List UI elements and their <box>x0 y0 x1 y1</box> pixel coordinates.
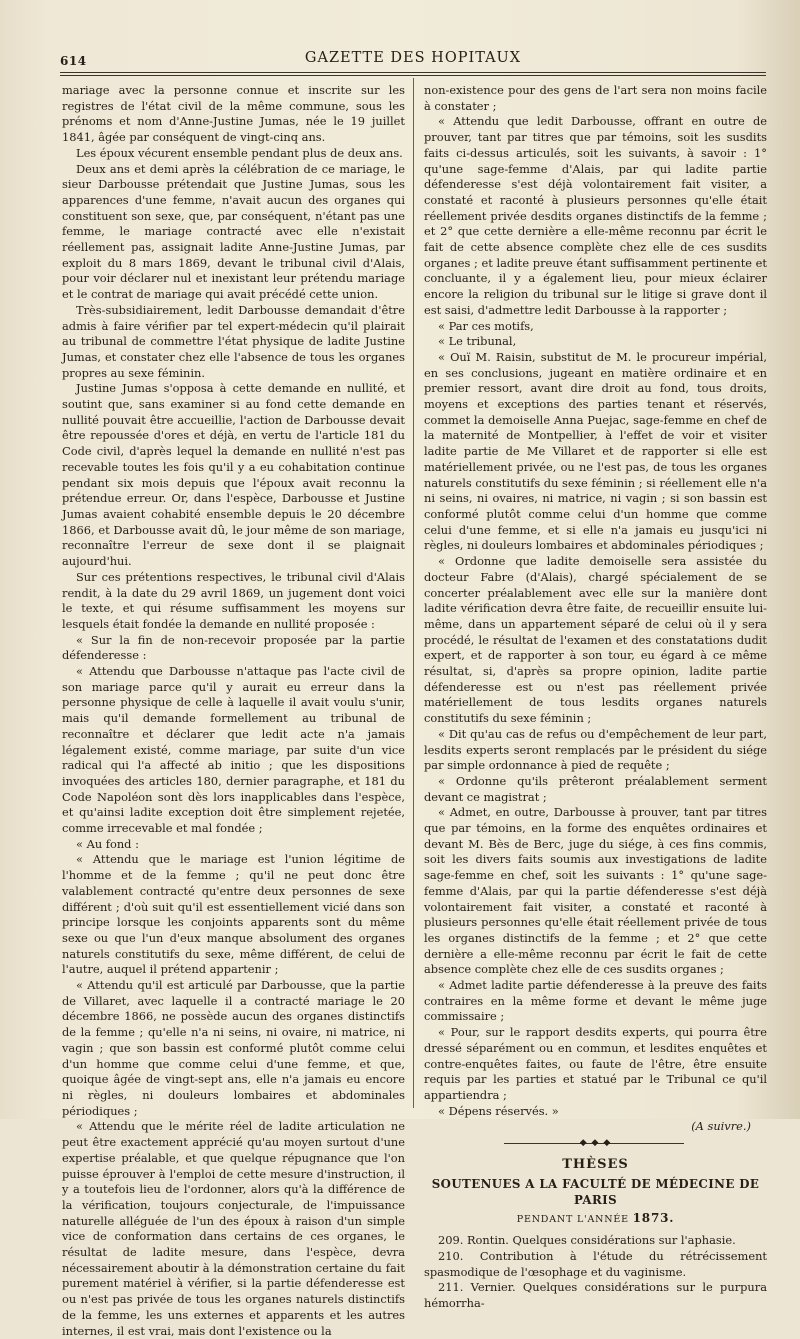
right-column <box>424 83 767 1311</box>
paragraph: « Attendu que Darbousse n'attaque pas l'acte civil de son mariage parce qu'il y aurait eu erreur dans la personne physique de celle à laquelle il avait voulu s'unir, mais qu'il demande formellement au tribunal de reconnaître et déclarer que ledit acte n'a jamais légalement existé, comme mariage, par suite d'un vice radical qui l'a affecté ab initio ; que les dispositions invoquées des articles 180, dernier paragraphe, et 181 du Code Napoléon sont dès lors inapplicables dans l'espèce, et qu'ainsi ladite exception doit être simplement rejetée, comme irrecevable et mal fondée ; <box>62 664 405 836</box>
paragraph: mariage avec la personne connue et inscrite sur les registres de l'état civil de la même commune, sous les prénoms et nom d'Anne-Justine Jumas, née le 19 juillet 1841, âgée par conséquent de vingt-cinq ans. <box>62 83 405 145</box>
left-column <box>62 83 405 1338</box>
paragraph: Très-subsidiairement, ledit Darbousse demandait d'être admis à faire vérifier par tel expert-médecin qu'il plairait au tribunal de commettre l'état physique de ladite Justine Jumas, et constater chez elle l'absence de tous les organes propres au sexe féminin. <box>62 302 405 380</box>
paragraph: « Dépens réservés. » <box>438 1103 559 1118</box>
paragraph: « Attendu que le mérite réel de ladite articulation ne peut être exactement apprécié qu'au moyen surtout d'une expertise préalable, et que quelque répugnance que l'on puisse éprouver à l'emploi de cette mesure d'instruction, il y a toutefois lieu de l'ordonner, alors qu'à la différence de la vérification, toujours conjecturale, de l'impuissance naturelle alléguée de l'un des époux à raison d'un simple vice de conformation dans certains de ces organes, le résultat de ladite mesure, dans l'espèce, devra nécessairement aboutir à la démonstration certaine du fait purement matériel à vérifier, si la partie défenderesse est ou n'est pas privée de tous les organes naturels distinctifs de la femme, les uns externes et apparents et les autres internes, il est vrai, mais dont l'existence ou la <box>62 1119 405 1338</box>
continuation-note: (A suivre.) <box>691 1119 751 1134</box>
paragraph: « Par ces motifs, <box>438 318 534 333</box>
header-rule-secondary <box>60 75 766 76</box>
thesis-entry: 209. Rontin. Quelques considérations sur l'aphasie. <box>438 1233 736 1248</box>
theses-year: 1873. <box>632 1210 675 1225</box>
paragraph: « Admet ladite partie défenderesse à la preuve des faits contraires en la même forme et devant le même juge commissaire ; <box>424 978 767 1024</box>
paragraph: « Ordonne qu'ils prêteront préalablement serment devant ce magistrat ; <box>424 773 767 804</box>
paragraph: « Ordonne que ladite demoiselle sera assistée du docteur Fabre (d'Alais), chargé spécialement de se concerter préalablement avec elle sur la manière dont ladite vérification devra être faite, de recueillir ensuite lui-même, dans un appartement séparé de celui où il y sera procédé, le résultat de l'examen et des constatations dudit expert, et de rapporter à son tour, eu égard à ce même résultat, si, d'après sa propre opinion, ladite partie défenderesse est ou n'est pas réellement privée matériellement de tous lesdits organes naturels constitutifs du sexe féminin ; <box>424 554 767 726</box>
header-rule <box>60 72 766 73</box>
theses-subheading: SOUTENUES A LA FACULTÉ DE MÉDECINE DE PARIS <box>431 1177 760 1207</box>
thesis-entry: 210. Contribution à l'étude du rétrécissement spasmodique de l'œsophage et du vaginisme. <box>424 1248 767 1279</box>
paragraph: « Au fond : <box>76 836 139 851</box>
paragraph: « Admet, en outre, Darbousse à prouver, tant par titres que par témoins, en la forme des enquêtes ordinaires et devant M. Bès de Berc, juge du siége, à ces fins commis, soit les divers faits soumis aux investigations de ladite sage-femme en chef, soit les suivants : 1° qu'une sage-femme d'Alais, par qui la partie défenderesse s'est déjà volontairement fait visiter, a constaté et raconté à plusieurs personnes qu'elle était réellement privée de tous les organes distinctifs de la femme ; et 2° que cette dernière a elle-même reconnu par écrit le fait de cette absence complète chez elle de ces susdits organes ; <box>424 805 767 977</box>
ornament-diamonds: ◆ ◆ ◆ <box>579 1138 612 1149</box>
section-ornament <box>424 1139 767 1149</box>
paragraph: « Sur la fin de non-recevoir proposée par la partie défenderesse : <box>62 632 405 663</box>
paragraph: Sur ces prétentions respectives, le tribunal civil d'Alais rendit, à la date du 29 avril 1869, un jugement dont voici le texte, et qui résume suffisamment les moyens sur lesquels était fondée la demande en nullité proposée : <box>62 569 405 631</box>
paragraph: « Dit qu'au cas de refus ou d'empêchement de leur part, lesdits experts seront remplacés par le président du siége par simple ordonnance à pied de requête ; <box>424 726 767 773</box>
page-number: 614 <box>60 54 87 68</box>
paragraph: « Pour, sur le rapport desdits experts, qui pourra être dressé séparément ou en commun, et lesdites enquêtes et contre-enquêtes faites, ou faute de l'être, être ensuite requis par les parties et statué par le Tribunal ce qu'il appartiendra ; <box>424 1025 767 1102</box>
paragraph: « Attendu que ledit Darbousse, offrant en outre de prouver, tant par titres que par témoins, soit les susdits faits ci-dessus articulés, soit les suivants, à savoir : 1° qu'une sage-femme d'Alais, par qui ladite partie défenderesse s'est déjà volontairement fait visiter, a constaté et raconté à plusieurs personnes qu'elle était réellement privée desdits organes distinctifs de la femme ; et 2° que cette dernière a elle-même reconnu par écrit le fait de cette absence complète chez elle de ces susdits organes ; et ladite preuve étant suffisamment pertinente et concluante, il y a également lieu, pour mieux éclairer encore la religion du tribunal sur le litige si grave dont il est saisi, d'admettre ledit Darbousse à la rapporter ; <box>424 114 767 317</box>
theses-period <box>424 1211 767 1228</box>
theses-period-label: PENDANT L'ANNÉE <box>516 1213 629 1225</box>
running-title: GAZETTE DES HOPITAUX <box>304 50 522 66</box>
continuation-line <box>424 1119 767 1137</box>
theses-heading: THÈSES <box>562 1157 629 1173</box>
column-divider <box>413 78 414 1108</box>
paragraph: « Attendu qu'il est articulé par Darbousse, que la partie de Villaret, avec laquelle il a contracté mariage le 20 décembre 1866, ne possède aucun des organes distinctifs de la femme ; qu'elle n'a ni seins, ni ovaire, ni matrice, ni vagin ; que son bassin est conformé plutôt comme celui d'un homme que comme celui d'une femme, et que, quoique âgée de vingt-sept ans, elle n'a jamais eu encore ni règles, ni douleurs lombaires et abdominales périodiques ; <box>62 978 405 1118</box>
thesis-entry: 211. Vernier. Quelques considérations sur le purpura hémorrha- <box>424 1280 767 1311</box>
paragraph: Justine Jumas s'opposa à cette demande en nullité, et soutint que, sans examiner si au fond cette demande en nullité pouvait être accueillie, l'action de Darbousse devait être repoussée d'ores et déjà, en vertu de l'article 181 du Code civil, d'après lequel la demande en nullité n'est pas recevable toutes les fois qu'il y a eu cohabitation continue pendant six mois depuis que l'époux avait reconnu la prétendue erreur. Or, dans l'espèce, Darbousse et Justine Jumas avaient cohabité ensemble depuis le 20 décembre 1866, et Darbousse avait dû, le jour même de son mariage, reconnaître l'erreur de sexe dont il se plaignait aujourd'hui. <box>62 381 405 569</box>
paragraph: Les époux vécurent ensemble pendant plus de deux ans. <box>76 145 403 160</box>
paragraph: non-existence pour des gens de l'art sera non moins facile à constater ; <box>424 83 767 113</box>
paragraph: « Ouï M. Raisin, substitut de M. le procureur impérial, en ses conclusions, jugeant en matière ordinaire et en premier ressort, avant dire droit au fond, tous droits, moyens et exceptions des parties tenant et réservés, commet la demoiselle Anna Puejac, sage-femme en chef de la maternité de Montpellier, à l'effet de voir et visiter ladite partie de Me Villaret et de rapporter si elle est matériellement privée, ou ne l'est pas, de tous les organes naturels constitutifs du sexe féminin ; si réellement elle n'a ni seins, ni ovaires, ni matrice, ni vagin ; si son bassin est conformé plutôt comme celui d'un homme que comme celui d'une femme, et si elle n'a jamais eu jusqu'ici ni règles, ni douleurs lombaires et abdominales périodiques ; <box>424 349 767 553</box>
paragraph: « Le tribunal, <box>438 334 517 349</box>
paragraph: Deux ans et demi après la célébration de ce mariage, le sieur Darbousse prétendait que Justine Jumas, sous les apparences d'une femme, n'avait aucun des organes qui constituent son sexe, que, par conséquent, n'étant pas une femme, le mariage contracté avec elle n'existait réellement pas, assignait ladite Anne-Justine Jumas, par exploit du 8 mars 1869, devant le tribunal civil d'Alais, pour voir déclarer nul et inexistant leur prétendu mariage et le contrat de mariage qui avait précédé cette union. <box>62 161 405 302</box>
page-header <box>60 48 766 70</box>
paragraph: « Attendu que le mariage est l'union légitime de l'homme et de la femme ; qu'il ne peut donc être valablement contracté qu'entre deux personnes de sexe différent ; d'où suit qu'il est essentiellement vicié dans son principe lorsque les conjoints apparents sont du même sexe ou que l'un d'eux manque absolument des organes naturels constitutifs du sexe, même différent, de celui de l'autre, auquel il prétend appartenir ; <box>62 852 405 977</box>
